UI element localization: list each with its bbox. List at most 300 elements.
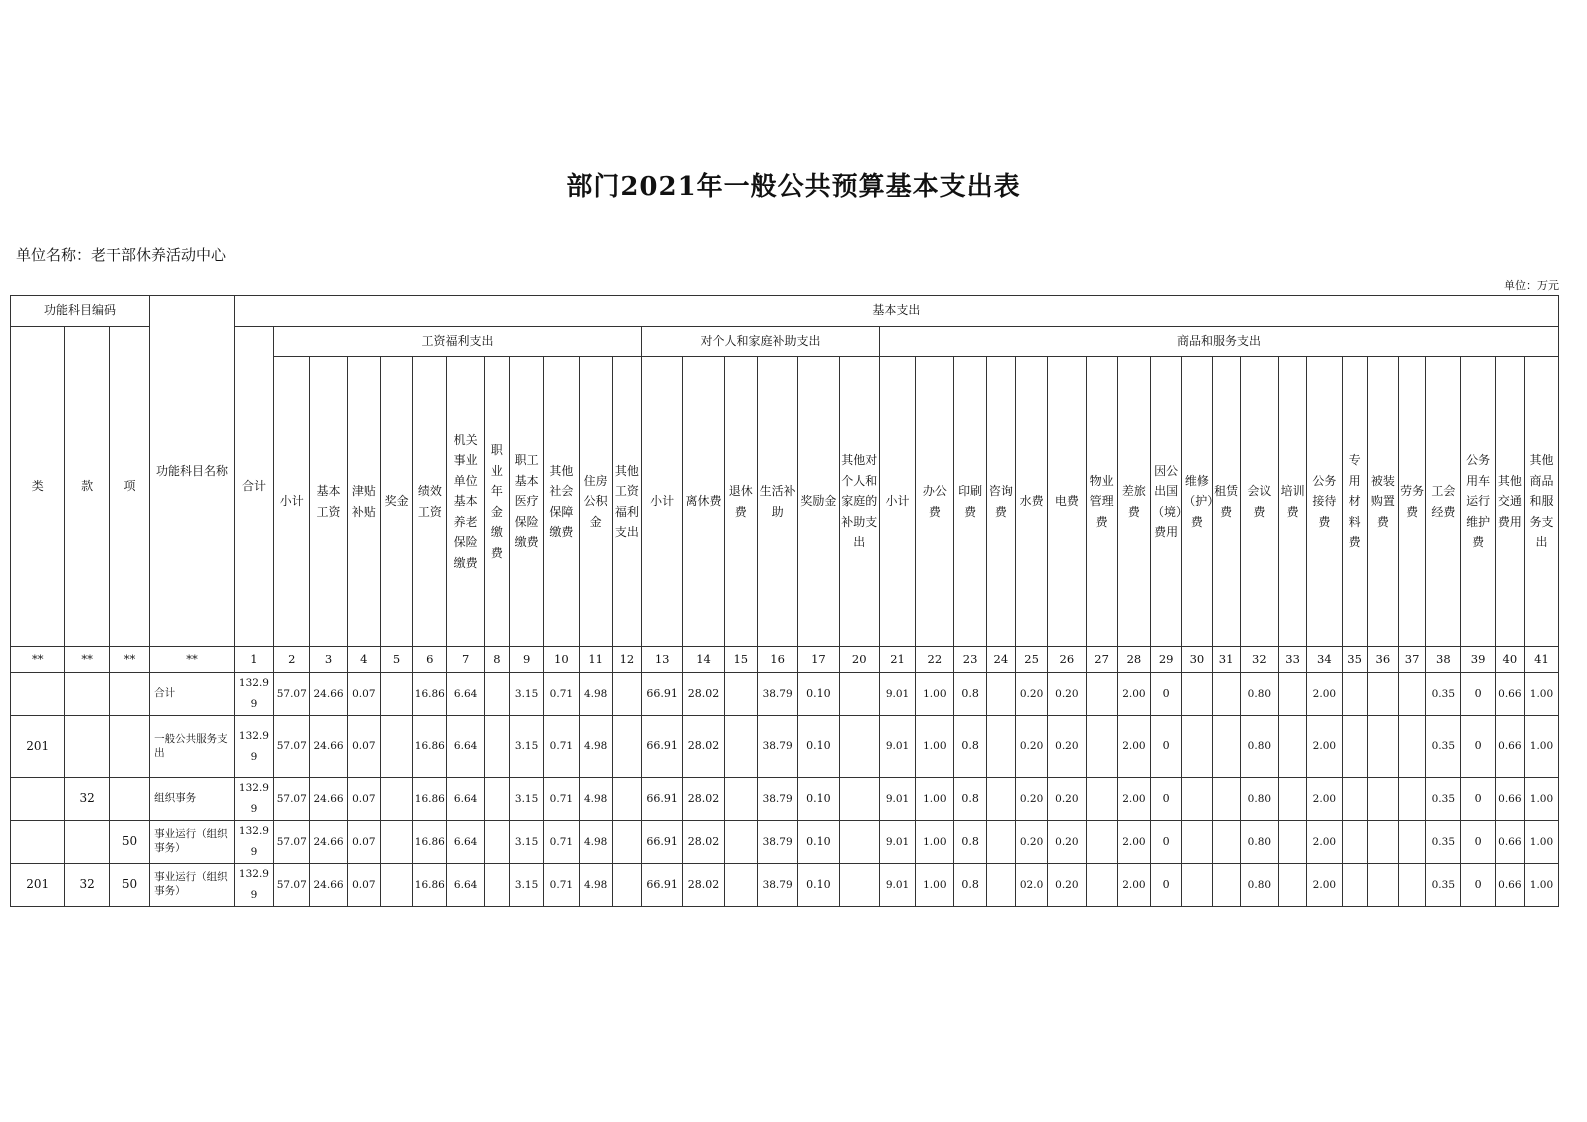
value-cell bbox=[1279, 778, 1307, 821]
value-cell bbox=[380, 716, 412, 778]
value-cell bbox=[986, 673, 1015, 716]
value-cell: 16.86 bbox=[413, 716, 447, 778]
value-cell: 1.00 bbox=[916, 716, 954, 778]
value-cell bbox=[1279, 821, 1307, 864]
value-cell: 132.99 bbox=[234, 864, 273, 907]
value-cell: 0.10 bbox=[798, 864, 839, 907]
value-cell: 66.91 bbox=[642, 821, 683, 864]
value-cell bbox=[724, 864, 757, 907]
value-cell: 0 bbox=[1151, 673, 1182, 716]
value-cell bbox=[1342, 716, 1367, 778]
value-cell: 66.91 bbox=[642, 673, 683, 716]
subject-name-cell: 一般公共服务支出 bbox=[150, 716, 235, 778]
value-cell: 1.00 bbox=[1524, 778, 1558, 821]
table-row bbox=[11, 821, 1559, 864]
value-cell bbox=[724, 716, 757, 778]
column-header: 公务接待费 bbox=[1307, 357, 1342, 647]
value-cell: 24.66 bbox=[310, 716, 347, 778]
value-cell: 0 bbox=[1461, 864, 1495, 907]
value-cell: 24.66 bbox=[310, 864, 347, 907]
value-cell: 0 bbox=[1151, 864, 1182, 907]
value-cell bbox=[612, 864, 641, 907]
kuan-header: 款 bbox=[65, 327, 109, 647]
value-cell: 38.79 bbox=[757, 864, 797, 907]
value-cell: 1.00 bbox=[1524, 673, 1558, 716]
value-cell: 0.35 bbox=[1426, 821, 1461, 864]
value-cell bbox=[1086, 716, 1117, 778]
value-cell: 6.64 bbox=[447, 821, 484, 864]
value-cell: 3.15 bbox=[509, 778, 543, 821]
value-cell bbox=[1398, 864, 1425, 907]
value-cell: 0.20 bbox=[1015, 778, 1047, 821]
code-lei-cell bbox=[11, 673, 65, 716]
value-cell bbox=[484, 673, 509, 716]
value-cell: 0 bbox=[1151, 821, 1182, 864]
code-kuan-cell: 32 bbox=[65, 778, 109, 821]
value-cell: 57.07 bbox=[274, 673, 310, 716]
code-xiang-cell: 50 bbox=[109, 864, 149, 907]
column-number: 36 bbox=[1367, 647, 1398, 673]
table-row bbox=[11, 673, 1559, 716]
value-cell: 0.66 bbox=[1495, 673, 1524, 716]
value-cell bbox=[839, 673, 879, 716]
value-cell bbox=[484, 864, 509, 907]
value-cell: 0.20 bbox=[1048, 864, 1086, 907]
value-cell: 9.01 bbox=[879, 716, 915, 778]
column-number: 29 bbox=[1151, 647, 1182, 673]
column-header: 会议费 bbox=[1240, 357, 1278, 647]
value-cell bbox=[724, 821, 757, 864]
value-cell: 57.07 bbox=[274, 778, 310, 821]
table-row bbox=[11, 716, 1559, 778]
value-cell: 0.80 bbox=[1240, 716, 1278, 778]
value-cell: 1.00 bbox=[1524, 821, 1558, 864]
value-cell: 28.02 bbox=[683, 821, 724, 864]
value-cell: 28.02 bbox=[683, 864, 724, 907]
value-cell: 66.91 bbox=[642, 864, 683, 907]
value-cell bbox=[1398, 821, 1425, 864]
value-cell: 0 bbox=[1151, 778, 1182, 821]
column-number: 33 bbox=[1279, 647, 1307, 673]
table-row bbox=[11, 778, 1559, 821]
column-header: 离休费 bbox=[683, 357, 724, 647]
value-cell bbox=[1212, 864, 1240, 907]
value-cell bbox=[1212, 821, 1240, 864]
value-cell: 0.20 bbox=[1048, 716, 1086, 778]
value-cell: 0.10 bbox=[798, 673, 839, 716]
value-cell: 1.00 bbox=[916, 778, 954, 821]
column-header: 物业管理费 bbox=[1086, 357, 1117, 647]
column-header: 电费 bbox=[1048, 357, 1086, 647]
page-title: 部门2021年一般公共预算基本支出表 bbox=[566, 172, 1021, 202]
value-cell bbox=[1212, 673, 1240, 716]
value-cell: 2.00 bbox=[1117, 778, 1150, 821]
code-lei-cell: 201 bbox=[11, 864, 65, 907]
value-cell: 3.15 bbox=[509, 716, 543, 778]
value-cell: 16.86 bbox=[413, 778, 447, 821]
column-number: 31 bbox=[1212, 647, 1240, 673]
value-cell bbox=[380, 778, 412, 821]
value-cell: 1.00 bbox=[1524, 864, 1558, 907]
value-cell: 28.02 bbox=[683, 673, 724, 716]
value-cell: 24.66 bbox=[310, 778, 347, 821]
column-header: 机关事业单位基本养老保险缴费 bbox=[447, 357, 484, 647]
column-number: ** bbox=[65, 647, 109, 673]
column-header: 劳务费 bbox=[1398, 357, 1425, 647]
value-cell bbox=[484, 716, 509, 778]
value-cell: 02.0 bbox=[1015, 864, 1047, 907]
column-number: 24 bbox=[986, 647, 1015, 673]
column-number: 16 bbox=[757, 647, 797, 673]
value-cell: 9.01 bbox=[879, 778, 915, 821]
value-cell bbox=[1086, 864, 1117, 907]
column-header: 奖金 bbox=[380, 357, 412, 647]
column-header: 基本工资 bbox=[310, 357, 347, 647]
column-header: 小计 bbox=[642, 357, 683, 647]
value-cell: 28.02 bbox=[683, 778, 724, 821]
column-number: 39 bbox=[1461, 647, 1495, 673]
value-cell: 0.80 bbox=[1240, 821, 1278, 864]
value-cell: 0.66 bbox=[1495, 821, 1524, 864]
value-cell: 0.20 bbox=[1015, 821, 1047, 864]
value-cell: 4.98 bbox=[579, 821, 612, 864]
value-cell: 0.07 bbox=[347, 716, 380, 778]
value-cell bbox=[612, 821, 641, 864]
column-header: 职工基本医疗保险缴费 bbox=[509, 357, 543, 647]
value-cell: 0.35 bbox=[1426, 778, 1461, 821]
column-number: 7 bbox=[447, 647, 484, 673]
value-cell bbox=[484, 778, 509, 821]
column-header: 其他交通费用 bbox=[1495, 357, 1524, 647]
value-cell: 4.98 bbox=[579, 716, 612, 778]
value-cell bbox=[1342, 778, 1367, 821]
value-cell: 57.07 bbox=[274, 821, 310, 864]
value-cell: 6.64 bbox=[447, 716, 484, 778]
subject-name-cell: 合计 bbox=[150, 673, 235, 716]
column-number: 23 bbox=[954, 647, 986, 673]
column-header: 咨询费 bbox=[986, 357, 1015, 647]
total-header: 合计 bbox=[234, 327, 273, 647]
value-cell bbox=[1367, 673, 1398, 716]
value-cell: 0 bbox=[1461, 673, 1495, 716]
value-cell bbox=[1342, 821, 1367, 864]
budget-table bbox=[10, 295, 1559, 907]
value-cell: 0.66 bbox=[1495, 778, 1524, 821]
column-header: 专用材料费 bbox=[1342, 357, 1367, 647]
column-header: 津贴补贴 bbox=[347, 357, 380, 647]
value-cell: 0 bbox=[1461, 821, 1495, 864]
value-cell: 0 bbox=[1461, 716, 1495, 778]
value-cell bbox=[1086, 673, 1117, 716]
column-header: 奖励金 bbox=[798, 357, 839, 647]
value-cell: 9.01 bbox=[879, 864, 915, 907]
value-cell: 16.86 bbox=[413, 864, 447, 907]
value-cell bbox=[1279, 864, 1307, 907]
value-cell: 0.8 bbox=[954, 673, 986, 716]
column-number: 37 bbox=[1398, 647, 1425, 673]
value-cell: 132.99 bbox=[234, 778, 273, 821]
value-cell bbox=[724, 778, 757, 821]
group-subsidy-header: 对个人和家庭补助支出 bbox=[642, 327, 880, 357]
value-cell: 0.35 bbox=[1426, 716, 1461, 778]
value-cell: 0.71 bbox=[544, 716, 579, 778]
value-cell: 1.00 bbox=[1524, 716, 1558, 778]
column-number: ** bbox=[11, 647, 65, 673]
column-number: 21 bbox=[879, 647, 915, 673]
value-cell: 0.80 bbox=[1240, 864, 1278, 907]
value-cell bbox=[380, 864, 412, 907]
value-cell: 16.86 bbox=[413, 821, 447, 864]
value-cell: 0.80 bbox=[1240, 778, 1278, 821]
code-kuan-cell bbox=[65, 673, 109, 716]
column-number: 10 bbox=[544, 647, 579, 673]
value-cell bbox=[612, 673, 641, 716]
value-cell bbox=[1367, 778, 1398, 821]
column-number: 15 bbox=[724, 647, 757, 673]
value-cell: 0.80 bbox=[1240, 673, 1278, 716]
value-cell: 9.01 bbox=[879, 673, 915, 716]
value-cell bbox=[1398, 778, 1425, 821]
table-row bbox=[11, 864, 1559, 907]
value-cell: 38.79 bbox=[757, 821, 797, 864]
unit-label: 单位：万元 bbox=[1504, 279, 1559, 292]
basic-expenditure-header: 基本支出 bbox=[234, 296, 1558, 327]
value-cell: 4.98 bbox=[579, 864, 612, 907]
subject-name-cell: 组织事务 bbox=[150, 778, 235, 821]
column-header: 其他对个人和家庭的补助支出 bbox=[839, 357, 879, 647]
column-number: 27 bbox=[1086, 647, 1117, 673]
column-number: 35 bbox=[1342, 647, 1367, 673]
column-header: 职业年金缴费 bbox=[484, 357, 509, 647]
value-cell: 66.91 bbox=[642, 778, 683, 821]
column-number: 34 bbox=[1307, 647, 1342, 673]
value-cell: 132.99 bbox=[234, 716, 273, 778]
code-lei-cell: 201 bbox=[11, 716, 65, 778]
value-cell: 57.07 bbox=[274, 716, 310, 778]
value-cell bbox=[724, 673, 757, 716]
value-cell bbox=[1182, 716, 1212, 778]
value-cell: 6.64 bbox=[447, 864, 484, 907]
value-cell: 0.71 bbox=[544, 864, 579, 907]
column-number: 40 bbox=[1495, 647, 1524, 673]
column-number: 26 bbox=[1048, 647, 1086, 673]
column-header: 培训费 bbox=[1279, 357, 1307, 647]
column-number: 22 bbox=[916, 647, 954, 673]
column-header: 因公出国（境）费用 bbox=[1151, 357, 1182, 647]
value-cell: 0.35 bbox=[1426, 673, 1461, 716]
value-cell bbox=[380, 673, 412, 716]
value-cell bbox=[612, 778, 641, 821]
value-cell bbox=[1342, 864, 1367, 907]
value-cell bbox=[1342, 673, 1367, 716]
column-header: 生活补助 bbox=[757, 357, 797, 647]
code-group-header: 功能科目编码 bbox=[11, 296, 150, 327]
column-number: 32 bbox=[1240, 647, 1278, 673]
value-cell: 0.07 bbox=[347, 821, 380, 864]
column-header: 绩效工资 bbox=[413, 357, 447, 647]
column-number: 28 bbox=[1117, 647, 1150, 673]
column-number: 30 bbox=[1182, 647, 1212, 673]
value-cell: 0 bbox=[1151, 716, 1182, 778]
column-header: 水费 bbox=[1015, 357, 1047, 647]
value-cell: 2.00 bbox=[1117, 673, 1150, 716]
value-cell: 0.35 bbox=[1426, 864, 1461, 907]
value-cell: 0.71 bbox=[544, 778, 579, 821]
value-cell bbox=[986, 778, 1015, 821]
value-cell bbox=[612, 716, 641, 778]
code-lei-cell bbox=[11, 821, 65, 864]
column-number: 25 bbox=[1015, 647, 1047, 673]
column-header: 租赁费 bbox=[1212, 357, 1240, 647]
value-cell: 0.20 bbox=[1048, 673, 1086, 716]
value-cell: 1.00 bbox=[916, 864, 954, 907]
column-number: 38 bbox=[1426, 647, 1461, 673]
value-cell: 16.86 bbox=[413, 673, 447, 716]
value-cell: 0.71 bbox=[544, 821, 579, 864]
column-header: 小计 bbox=[274, 357, 310, 647]
column-number: 1 bbox=[234, 647, 273, 673]
value-cell bbox=[380, 821, 412, 864]
column-number: 9 bbox=[509, 647, 543, 673]
group-goods-services-header: 商品和服务支出 bbox=[879, 327, 1558, 357]
value-cell: 0.20 bbox=[1015, 673, 1047, 716]
value-cell: 24.66 bbox=[310, 673, 347, 716]
column-number: 20 bbox=[839, 647, 879, 673]
value-cell: 38.79 bbox=[757, 673, 797, 716]
value-cell bbox=[986, 716, 1015, 778]
value-cell bbox=[1182, 864, 1212, 907]
value-cell bbox=[1367, 864, 1398, 907]
column-number: 4 bbox=[347, 647, 380, 673]
value-cell: 0.07 bbox=[347, 864, 380, 907]
code-kuan-cell bbox=[65, 716, 109, 778]
value-cell: 0.8 bbox=[954, 778, 986, 821]
value-cell: 2.00 bbox=[1307, 778, 1342, 821]
value-cell: 2.00 bbox=[1307, 821, 1342, 864]
unit-name: 单位名称：老干部休养活动中心 bbox=[16, 246, 227, 264]
value-cell: 0.71 bbox=[544, 673, 579, 716]
column-header: 小计 bbox=[879, 357, 915, 647]
code-kuan-cell bbox=[65, 821, 109, 864]
value-cell: 9.01 bbox=[879, 821, 915, 864]
value-cell: 0.20 bbox=[1048, 778, 1086, 821]
value-cell bbox=[1086, 821, 1117, 864]
value-cell bbox=[1212, 716, 1240, 778]
code-xiang-cell bbox=[109, 716, 149, 778]
column-header: 住房公积金 bbox=[579, 357, 612, 647]
value-cell: 24.66 bbox=[310, 821, 347, 864]
lei-header: 类 bbox=[11, 327, 65, 647]
column-number: 6 bbox=[413, 647, 447, 673]
value-cell: 6.64 bbox=[447, 673, 484, 716]
value-cell: 132.99 bbox=[234, 821, 273, 864]
xiang-header: 项 bbox=[109, 327, 149, 647]
value-cell: 2.00 bbox=[1307, 673, 1342, 716]
value-cell: 0 bbox=[1461, 778, 1495, 821]
value-cell bbox=[1182, 821, 1212, 864]
column-number: ** bbox=[109, 647, 149, 673]
value-cell: 2.00 bbox=[1117, 864, 1150, 907]
value-cell: 3.15 bbox=[509, 864, 543, 907]
column-header: 被装购置费 bbox=[1367, 357, 1398, 647]
code-kuan-cell: 32 bbox=[65, 864, 109, 907]
value-cell bbox=[484, 821, 509, 864]
value-cell: 0.8 bbox=[954, 821, 986, 864]
column-header: 公务用车运行维护费 bbox=[1461, 357, 1495, 647]
value-cell: 38.79 bbox=[757, 716, 797, 778]
value-cell: 0.8 bbox=[954, 864, 986, 907]
value-cell: 0.10 bbox=[798, 778, 839, 821]
name-header: 功能科目名称 bbox=[150, 296, 235, 647]
value-cell: 0.10 bbox=[798, 821, 839, 864]
column-number: 12 bbox=[612, 647, 641, 673]
value-cell: 2.00 bbox=[1117, 821, 1150, 864]
value-cell bbox=[1398, 673, 1425, 716]
value-cell: 0.66 bbox=[1495, 864, 1524, 907]
value-cell: 28.02 bbox=[683, 716, 724, 778]
value-cell: 3.15 bbox=[509, 673, 543, 716]
value-cell: 2.00 bbox=[1117, 716, 1150, 778]
value-cell bbox=[1398, 716, 1425, 778]
value-cell bbox=[986, 864, 1015, 907]
column-number: 41 bbox=[1524, 647, 1558, 673]
value-cell: 0.20 bbox=[1048, 821, 1086, 864]
value-cell: 0.07 bbox=[347, 778, 380, 821]
value-cell: 0.07 bbox=[347, 673, 380, 716]
column-number: 8 bbox=[484, 647, 509, 673]
subject-name-cell: 事业运行（组织事务） bbox=[150, 864, 235, 907]
value-cell: 0.8 bbox=[954, 716, 986, 778]
column-number: 17 bbox=[798, 647, 839, 673]
column-header: 其他工资福利支出 bbox=[612, 357, 641, 647]
value-cell: 132.99 bbox=[234, 673, 273, 716]
value-cell bbox=[839, 821, 879, 864]
value-cell: 38.79 bbox=[757, 778, 797, 821]
column-header: 差旅费 bbox=[1117, 357, 1150, 647]
value-cell: 3.15 bbox=[509, 821, 543, 864]
value-cell: 57.07 bbox=[274, 864, 310, 907]
column-header: 办公费 bbox=[916, 357, 954, 647]
value-cell: 66.91 bbox=[642, 716, 683, 778]
column-header: 其他商品和服务支出 bbox=[1524, 357, 1558, 647]
value-cell: 0.10 bbox=[798, 716, 839, 778]
code-xiang-cell bbox=[109, 673, 149, 716]
column-number: 13 bbox=[642, 647, 683, 673]
value-cell bbox=[839, 864, 879, 907]
value-cell bbox=[1279, 673, 1307, 716]
column-header: 退休费 bbox=[724, 357, 757, 647]
value-cell bbox=[1212, 778, 1240, 821]
value-cell bbox=[1086, 778, 1117, 821]
value-cell bbox=[1367, 821, 1398, 864]
column-number: 3 bbox=[310, 647, 347, 673]
column-number: 11 bbox=[579, 647, 612, 673]
value-cell bbox=[839, 716, 879, 778]
value-cell: 1.00 bbox=[916, 673, 954, 716]
value-cell bbox=[1182, 778, 1212, 821]
value-cell bbox=[1367, 716, 1398, 778]
code-xiang-cell: 50 bbox=[109, 821, 149, 864]
code-xiang-cell bbox=[109, 778, 149, 821]
value-cell: 4.98 bbox=[579, 673, 612, 716]
column-header: 其他社会保障缴费 bbox=[544, 357, 579, 647]
column-number: 5 bbox=[380, 647, 412, 673]
subject-name-cell: 事业运行（组织事务） bbox=[150, 821, 235, 864]
value-cell: 6.64 bbox=[447, 778, 484, 821]
value-cell bbox=[1182, 673, 1212, 716]
group-salary-header: 工资福利支出 bbox=[274, 327, 642, 357]
code-lei-cell bbox=[11, 778, 65, 821]
